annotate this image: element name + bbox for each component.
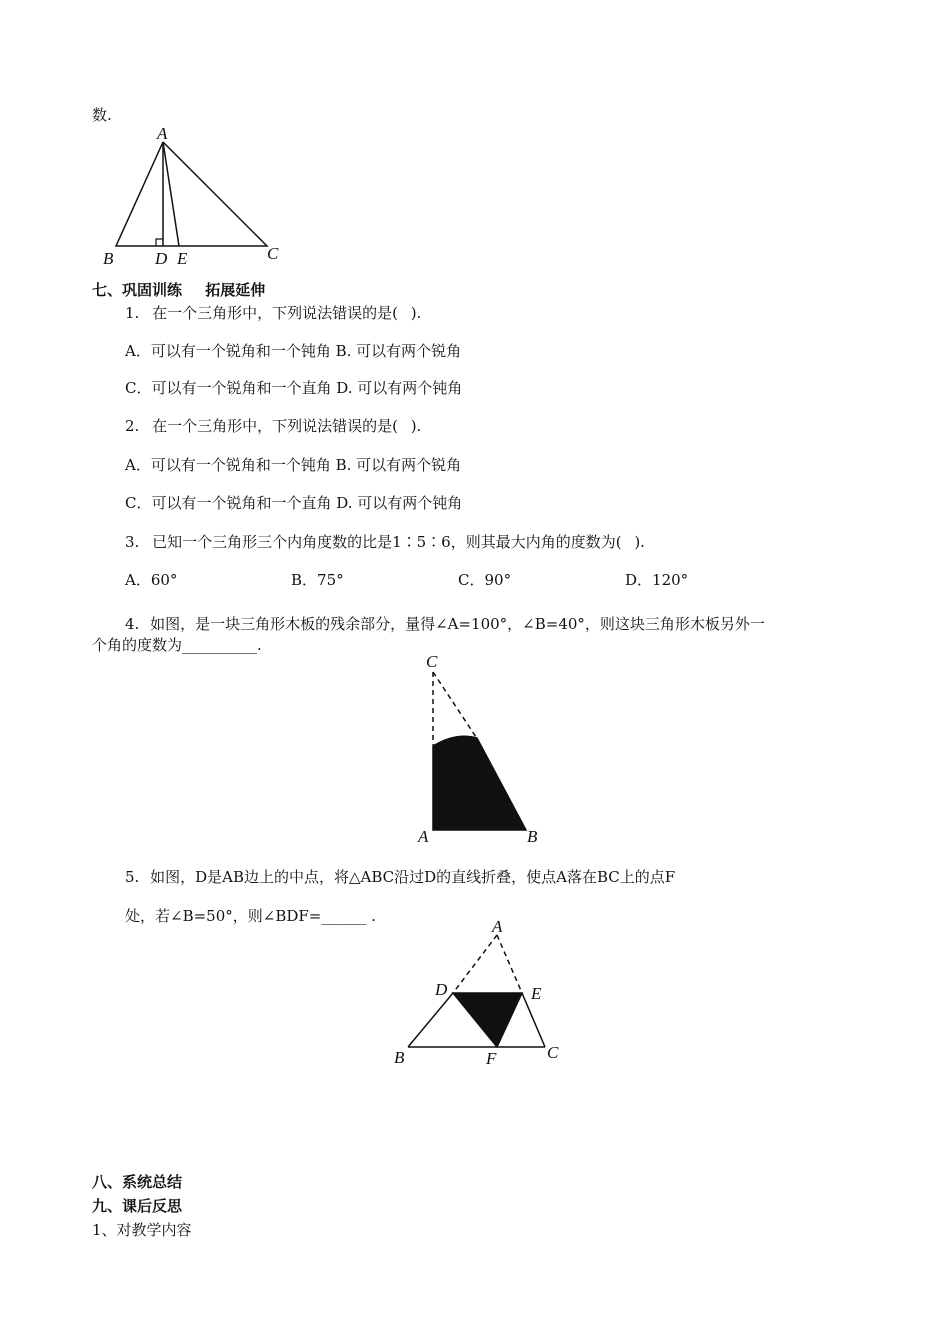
label-d: D [435, 980, 448, 999]
segment-ae [163, 142, 179, 246]
label-b: B [527, 827, 538, 846]
q3-option-a: A．60° [125, 571, 178, 589]
q4-text-line1: 4. 如图，是一块三角形木板的残余部分，量得∠A=100°，∠B=40°，则这块三角形木板另外一 [125, 615, 765, 633]
folded-triangle-def [453, 993, 522, 1047]
q5-text-line1: 5. 如图，D是AB边上的中点，将△ABC沿过D的直线折叠，使点A落在BC上的点F [125, 868, 676, 886]
label-f: F [486, 1049, 497, 1068]
triangle-abc [116, 142, 267, 246]
side-db [408, 993, 453, 1047]
q4-text-line2: 个角的度数为__________. [92, 636, 262, 654]
label-d: D [155, 249, 168, 268]
label-e: E [177, 249, 188, 268]
text-fragment: 数. [92, 106, 112, 124]
section-7-title: 七、巩固训练 拓展延伸 [92, 281, 266, 299]
q1-options-line1: A．可以有一个锐角和一个钝角 B. 可以有两个锐角 [125, 342, 462, 360]
q2-stem: 2. 在一个三角形中，下列说法错误的是( ). [125, 417, 422, 435]
q2-options-line1: A．可以有一个锐角和一个钝角 B. 可以有两个锐角 [125, 456, 462, 474]
q3-option-c: C．90° [458, 571, 512, 589]
label-a: A [157, 124, 168, 143]
reflection-item-1: 1、对教学内容 [92, 1221, 192, 1239]
q2-options-line2: C．可以有一个锐角和一个直角 D. 可以有两个钝角 [125, 494, 463, 512]
broken-board-figure [410, 650, 560, 850]
label-c: C [426, 652, 438, 671]
dashed-line-ae [497, 935, 522, 993]
label-a: A [418, 827, 429, 846]
triangle-figure-1 [95, 122, 295, 272]
q3-option-b: B．75° [291, 571, 344, 589]
q5-text-line2: 处，若∠B=50°，则∠BDF=______ . [125, 907, 376, 925]
label-c: C [547, 1043, 559, 1062]
section-8-title: 八、系统总结 [92, 1173, 183, 1191]
board-remnant [433, 736, 526, 830]
dashed-line-ad [453, 935, 497, 993]
section-9-title: 九、课后反思 [92, 1197, 183, 1215]
dashed-line-bc [433, 672, 478, 740]
right-angle-mark [156, 239, 163, 246]
q3-stem: 3. 已知一个三角形三个内角度数的比是1∶5∶6，则其最大内角的度数为( ). [125, 533, 645, 551]
q1-options-line2: C．可以有一个锐角和一个直角 D. 可以有两个钝角 [125, 379, 463, 397]
q3-option-d: D．120° [625, 571, 689, 589]
fold-triangle-figure [385, 915, 575, 1075]
label-c: C [267, 244, 279, 263]
label-b: B [394, 1048, 405, 1067]
label-e: E [531, 984, 542, 1003]
label-b: B [103, 249, 114, 268]
q1-stem: 1. 在一个三角形中，下列说法错误的是( ). [125, 304, 422, 322]
label-a: A [492, 917, 503, 936]
